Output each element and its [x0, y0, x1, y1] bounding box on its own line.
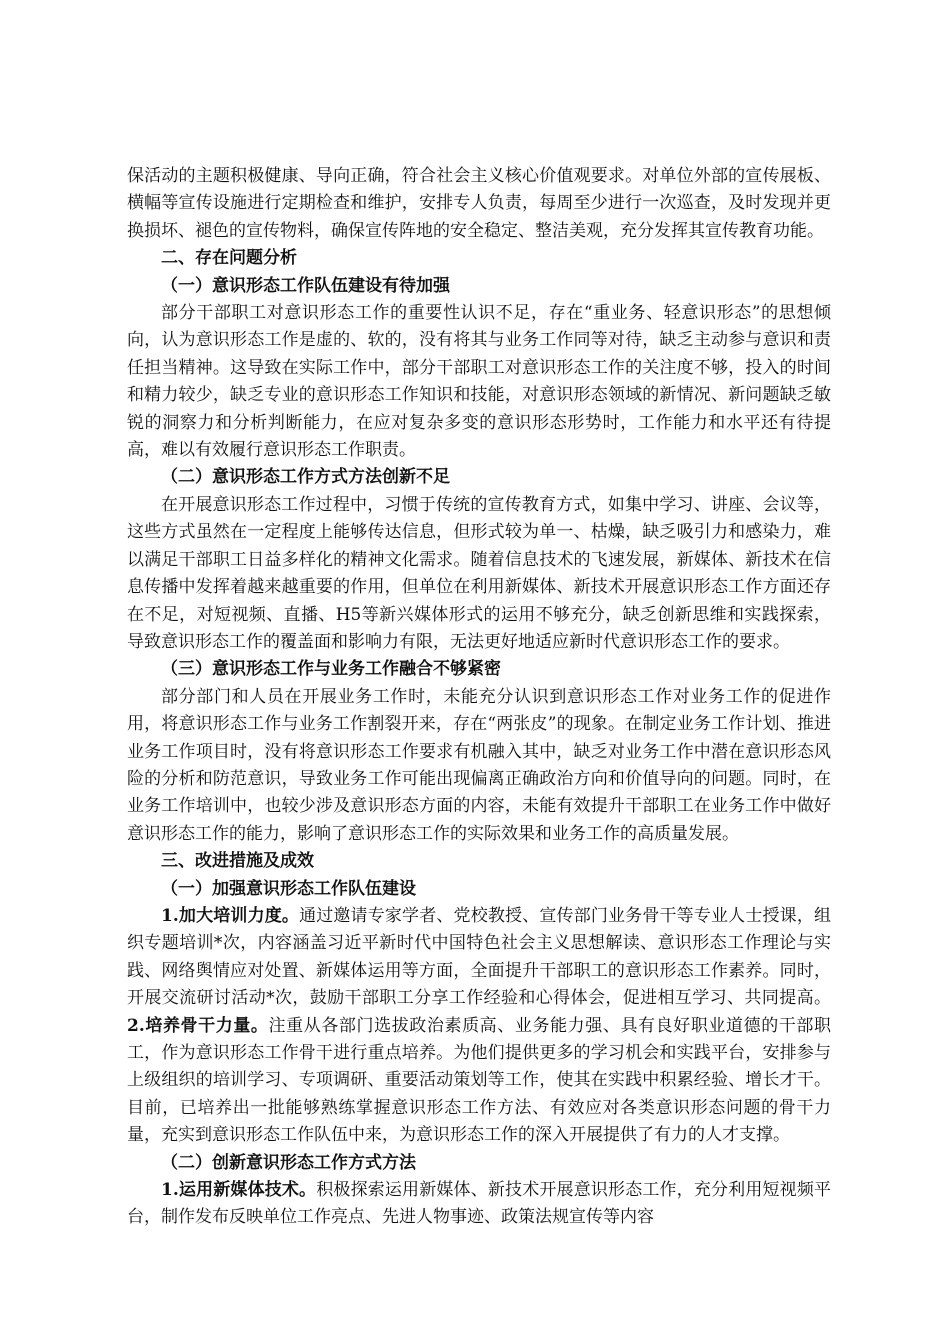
paragraph-business-integration: 部分部门和人员在开展业务工作时，未能充分认识到意识形态工作对业务工作的促进作用，将意识形态工作与业务工作割裂开来，存在“两张皮”的现象。在制定业务工作计划、推进业务工作项目时，没有将意识形态工作要求有机融入其中，缺乏对业务工作中潜在意识形态风险的分析和防范意识，导致业务工作可能出现偏离正确政治方向和价值导向的问题。同时，在业务工作培训中，也较少涉及意识形态方面的内容，未能有效提升干部职工在业务工作中做好意识形态工作的能力，影响了意识形态工作的实际效果和业务工作的高质量发展。 — [127, 686, 831, 844]
paragraph-method-innovation: 在开展意识形态工作过程中，习惯于传统的宣传教育方式，如集中学习、讲座、会议等，这些方式虽然在一定程度上能够传达信息，但形式较为单一、枯燥，缺乏吸引力和感染力，难以满足干部职工日益多样化的精神文化需求。随着信息技术的飞速发展，新媒体、新技术在信息传播中发挥着越来越重要的作用，但单位在利用新媒体、新技术开展意识形态工作方面还存在不足，对短视频、直播、H5等新兴媒体形式的运用不够充分，缺乏创新思维和实践探索，导致意识形态工作的覆盖面和影响力有限，无法更好地适应新时代意识形态工作的要求。 — [127, 494, 831, 652]
paragraph-intro: 保活动的主题积极健康、导向正确，符合社会主义核心价值观要求。对单位外部的宣传展板、横幅等宣传设施进行定期检查和维护，安排专人负责，每周至少进行一次巡查，及时发现并更换损坏、褪色的宣传物料，确保宣传阵地的安全稳定、整洁美观，充分发挥其宣传教育功能。 — [127, 166, 831, 241]
lead-training: 1.加大培训力度。 — [161, 905, 300, 926]
text-new-media: 积极探索运用新媒体、新技术开展意识形态工作，充分利用短视频平台，制作发布反映单位工作亮点、先进人物事迹、政策法规宣传等内容 — [127, 1180, 832, 1228]
section-heading-measures: 三、改进措施及成效 — [161, 851, 314, 872]
text-backbone: 注重从各部门选拔政治素质高、业务能力强、具有良好职业道德的干部职工，作为意识形态工作骨干进行重点培养。为他们提供更多的学习机会和实践平台，安排参与上级组织的培训学习、专项调研、重要活动策划等工作，使其在实践中积累经验、增长才干。目前，已培养出一批能够熟练掌握意识形态工作方法、有效应对各类意识形态问题的骨干力量，充实到意识形态工作队伍中来，为意识形态工作的深入开展提供了有力的人才支撑。 — [127, 1015, 832, 1146]
subheading-method-innovation: （二）意识形态工作方式方法创新不足 — [161, 467, 450, 488]
paragraph-new-media — [127, 1177, 831, 1232]
subheading-innovate-methods: （二）创新意识形态工作方式方法 — [161, 1152, 416, 1173]
lead-backbone: 2.培养骨干力量。 — [127, 1015, 269, 1036]
paragraph-strengthen-team — [127, 903, 831, 1150]
subheading-business-integration: （三）意识形态工作与业务工作融合不够紧密 — [161, 659, 501, 680]
text-training: 通过邀请专家学者、党校教授、宣传部门业务骨干等专业人士授课，组织专题培训*次，内容涵盖习近平新时代中国特色社会主义思想解读、意识形态工作理论与实践、网络舆情应对处置、新媒体运用等方面，全面提升干部职工的意识形态工作素养。同时，开展交流研讨活动*次，鼓励干部职工分享工作经验和心得体会，促进相互学习、共同提高。 — [127, 905, 831, 1009]
subheading-strengthen-team: （一）加强意识形态工作队伍建设 — [161, 878, 416, 899]
document-page — [127, 163, 831, 1232]
paragraph-team-building: 部分干部职工对意识形态工作的重要性认识不足，存在“重业务、轻意识形态”的思想倾向，认为意识形态工作是虚的、软的，没有将其与业务工作同等对待，缺乏主动参与意识和责任担当精神。这导致在实际工作中，部分干部职工对意识形态工作的关注度不够，投入的时间和精力较少，缺乏专业的意识形态工作知识和技能，对意识形态领域的新情况、新问题缺乏敏锐的洞察力和分析判断能力，在应对复杂多变的意识形态形势时，工作能力和水平还有待提高，难以有效履行意识形态工作职责。 — [127, 303, 831, 461]
subheading-team-building: （一）意识形态工作队伍建设有待加强 — [161, 275, 450, 296]
lead-new-media: 1.运用新媒体技术。 — [161, 1180, 317, 1201]
section-heading-problems: 二、存在问题分析 — [161, 248, 297, 269]
